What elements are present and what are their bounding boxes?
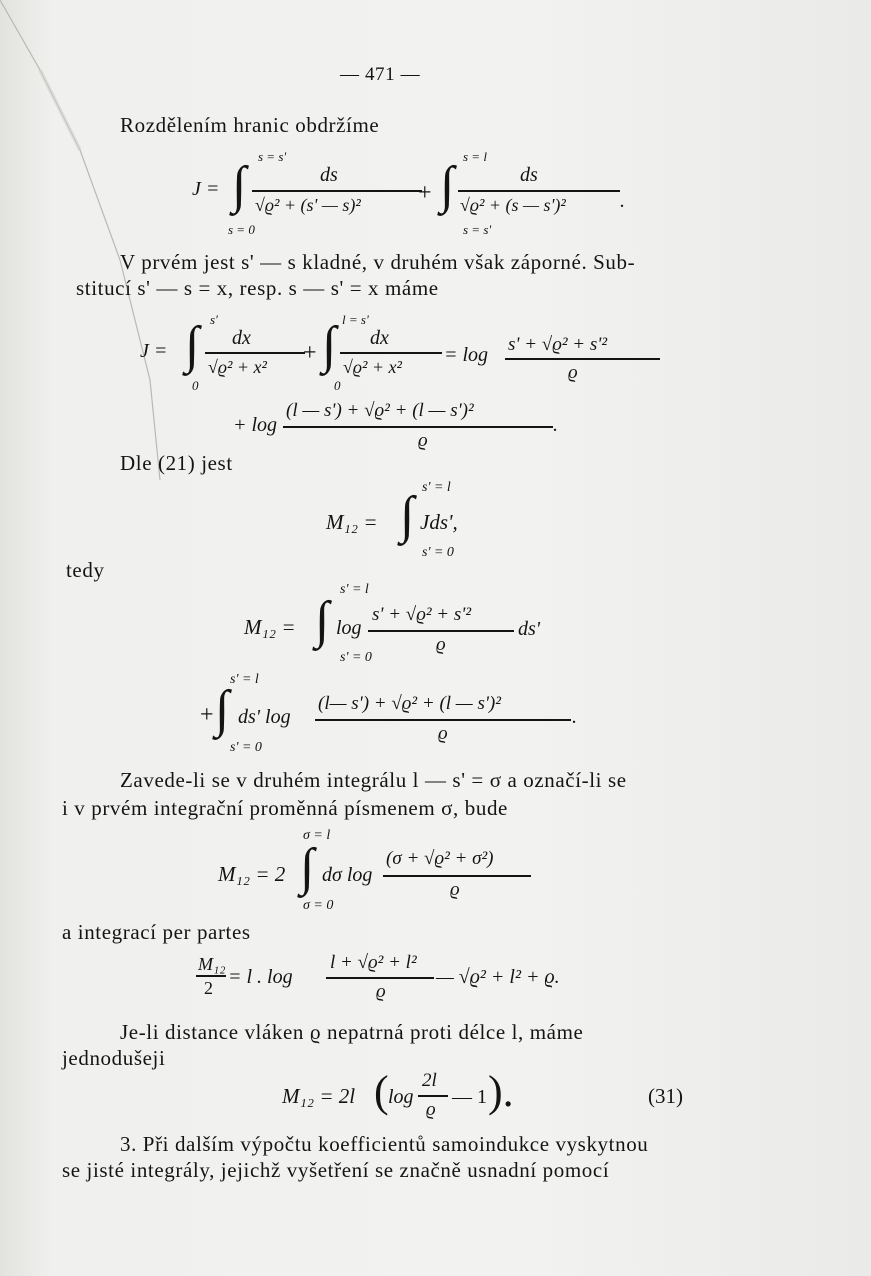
eq6-num: l + √ϱ² + l² — [330, 952, 417, 973]
eq1-int1-den: √ϱ² + (s' — s)² — [255, 195, 361, 215]
eq6-lhs-bar — [196, 975, 226, 977]
paragraph-7-line-1: Je-li distance vláken ϱ nepatrná proti délce l, máme — [120, 1020, 584, 1044]
eq1-end: . — [620, 190, 625, 212]
eq4-lhs: M₁₂ = — [244, 615, 296, 639]
paragraph-1: Rozdělením hranic obdržíme — [120, 113, 380, 137]
eq6-mid: = l . log — [228, 966, 293, 988]
eq3-lower: s' = 0 — [422, 545, 454, 560]
eq2-integral-1: ∫ — [185, 317, 200, 374]
eq2-line2-prefix: + log — [233, 414, 278, 436]
eq1-int1-upper: s = s' — [258, 149, 287, 164]
eq6-lhs-num: M₁₂ — [198, 954, 226, 974]
eq2-end: . — [553, 414, 558, 436]
eq4-num: s' + √ϱ² + s'² — [372, 604, 472, 625]
eq2-int1-upper: s' — [210, 312, 218, 327]
paragraph-7-line-2: jednodušeji — [62, 1046, 166, 1070]
eq2-line2-bar — [283, 426, 553, 428]
eq2-frac2-bar — [340, 352, 442, 354]
eq1-int1-lower: s = 0 — [228, 222, 255, 237]
eq4-end: . — [572, 706, 577, 728]
eq2-int1-num: dx — [232, 327, 251, 349]
eq4-suffix: ds' — [518, 618, 541, 640]
eq4-integral-1: ∫ — [315, 592, 330, 649]
paragraph-8-line-1: 3. Při dalším výpočtu koefficientů samoindukce vyskytnou — [120, 1132, 649, 1156]
eq2-integral-2: ∫ — [322, 317, 337, 374]
eq5-upper: σ = l — [303, 828, 331, 843]
eq2-int2-lower: 0 — [334, 378, 341, 393]
eq7-paren-close: ). — [488, 1067, 514, 1116]
eq5-lower: σ = 0 — [303, 898, 334, 913]
eq2-eq-log: = log — [444, 344, 489, 366]
eq7-den: ϱ — [426, 1099, 436, 1120]
eq6-bar — [326, 977, 434, 979]
eq5-prefix: dσ log — [322, 864, 373, 886]
eq3-upper: s' = l — [422, 480, 451, 495]
eq1-integral-2: ∫ — [440, 157, 455, 214]
paragraph-3: Dle (21) jest — [120, 451, 233, 475]
eq1-int2-den: √ϱ² + (s — s')² — [460, 195, 566, 215]
eq7-suffix: — 1 — [452, 1086, 487, 1108]
paragraph-5-line-2: i v prvém integrační proměnná písmenem σ, bude — [62, 796, 508, 820]
eq7-lhs: M₁₂ = 2l — [282, 1084, 356, 1108]
eq1-int2-upper: s = l — [463, 149, 487, 164]
eq4-bar — [368, 630, 514, 632]
eq4-upper: s' = l — [340, 582, 369, 597]
eq7-bar — [418, 1095, 448, 1097]
eq4-prefix: log — [336, 617, 362, 639]
eq1-frac1-bar — [252, 190, 422, 192]
eq6-tail: — √ϱ² + l² + ϱ. — [436, 966, 560, 988]
eq5-den: ϱ — [450, 879, 460, 900]
paragraph-8-line-2: se jisté integrály, jejichž vyšetření se značně usnadní pomocí — [62, 1158, 610, 1182]
eq5-integral: ∫ — [300, 839, 315, 896]
eq1-frac2-bar — [458, 190, 620, 192]
eq1-integral-1: ∫ — [232, 157, 247, 214]
eq2-lhs: J = — [140, 340, 168, 362]
paragraph-4: tedy — [66, 558, 105, 582]
eq2-log-den: ϱ — [568, 362, 578, 383]
eq2-line2-den: ϱ — [418, 430, 428, 451]
eq2-line2-num: (l — s') + √ϱ² + (l — s')² — [286, 400, 474, 421]
eq4-l2-bar — [315, 719, 571, 721]
eq2-int2-num: dx — [370, 327, 389, 349]
paragraph-2-line-1: V prvém jest s' — s kladné, v druhém však záporné. Sub- — [120, 250, 636, 274]
eq2-int1-lower: 0 — [192, 378, 199, 393]
eq7-prefix: log — [388, 1086, 414, 1108]
eq4-l2-prefix: ds' log — [238, 706, 291, 728]
eq5-lhs: M₁₂ = 2 — [218, 862, 286, 886]
eq3-integrand: Jds', — [420, 510, 458, 534]
eq4-l2-upper: s' = l — [230, 672, 259, 687]
eq2-int2-den: √ϱ² + x² — [343, 357, 402, 377]
eq1-plus: + — [418, 180, 432, 206]
eq2-plus: + — [303, 340, 317, 366]
eq4-l2-den: ϱ — [438, 723, 448, 744]
eq3-integral: ∫ — [400, 487, 415, 544]
eq2-log-num: s' + √ϱ² + s'² — [508, 334, 608, 355]
eq2-int1-den: √ϱ² + x² — [208, 357, 267, 377]
paragraph-2-line-2: stitucí s' — s = x, resp. s — s' = x máme — [76, 276, 439, 300]
eq2-frac1-bar — [205, 352, 305, 354]
eq4-integral-2: ∫ — [215, 681, 230, 738]
eq5-num: (σ + √ϱ² + σ²) — [386, 848, 494, 869]
eq7-paren-open: ( — [374, 1067, 389, 1116]
eq7-num: 2l — [422, 1070, 437, 1091]
eq1-int2-lower: s = s' — [463, 222, 492, 237]
eq1-int1-num: ds — [320, 164, 338, 186]
eq6-lhs-den: 2 — [204, 978, 213, 998]
equation-label: (31) — [648, 1084, 683, 1108]
eq6-den: ϱ — [376, 981, 386, 1002]
eq2-int2-upper: l = s' — [342, 312, 369, 327]
eq4-l2-lower: s' = 0 — [230, 740, 262, 755]
eq3-lhs: M₁₂ = — [326, 510, 378, 534]
eq4-lower: s' = 0 — [340, 650, 372, 665]
eq4-den: ϱ — [436, 634, 446, 655]
paragraph-5-line-1: Zavede-li se v druhém integrálu l — s' = σ a označí-li se — [120, 768, 627, 792]
eq1-int2-num: ds — [520, 164, 538, 186]
eq1-lhs: J = — [192, 178, 220, 200]
paragraph-6: a integrací per partes — [62, 920, 251, 944]
eq4-l2-plus: + — [200, 702, 214, 728]
eq5-bar — [383, 875, 531, 877]
eq4-l2-num: (l— s') + √ϱ² + (l — s')² — [318, 693, 501, 714]
eq2-log-bar — [505, 358, 660, 360]
page-number: — 471 — — [340, 64, 421, 85]
